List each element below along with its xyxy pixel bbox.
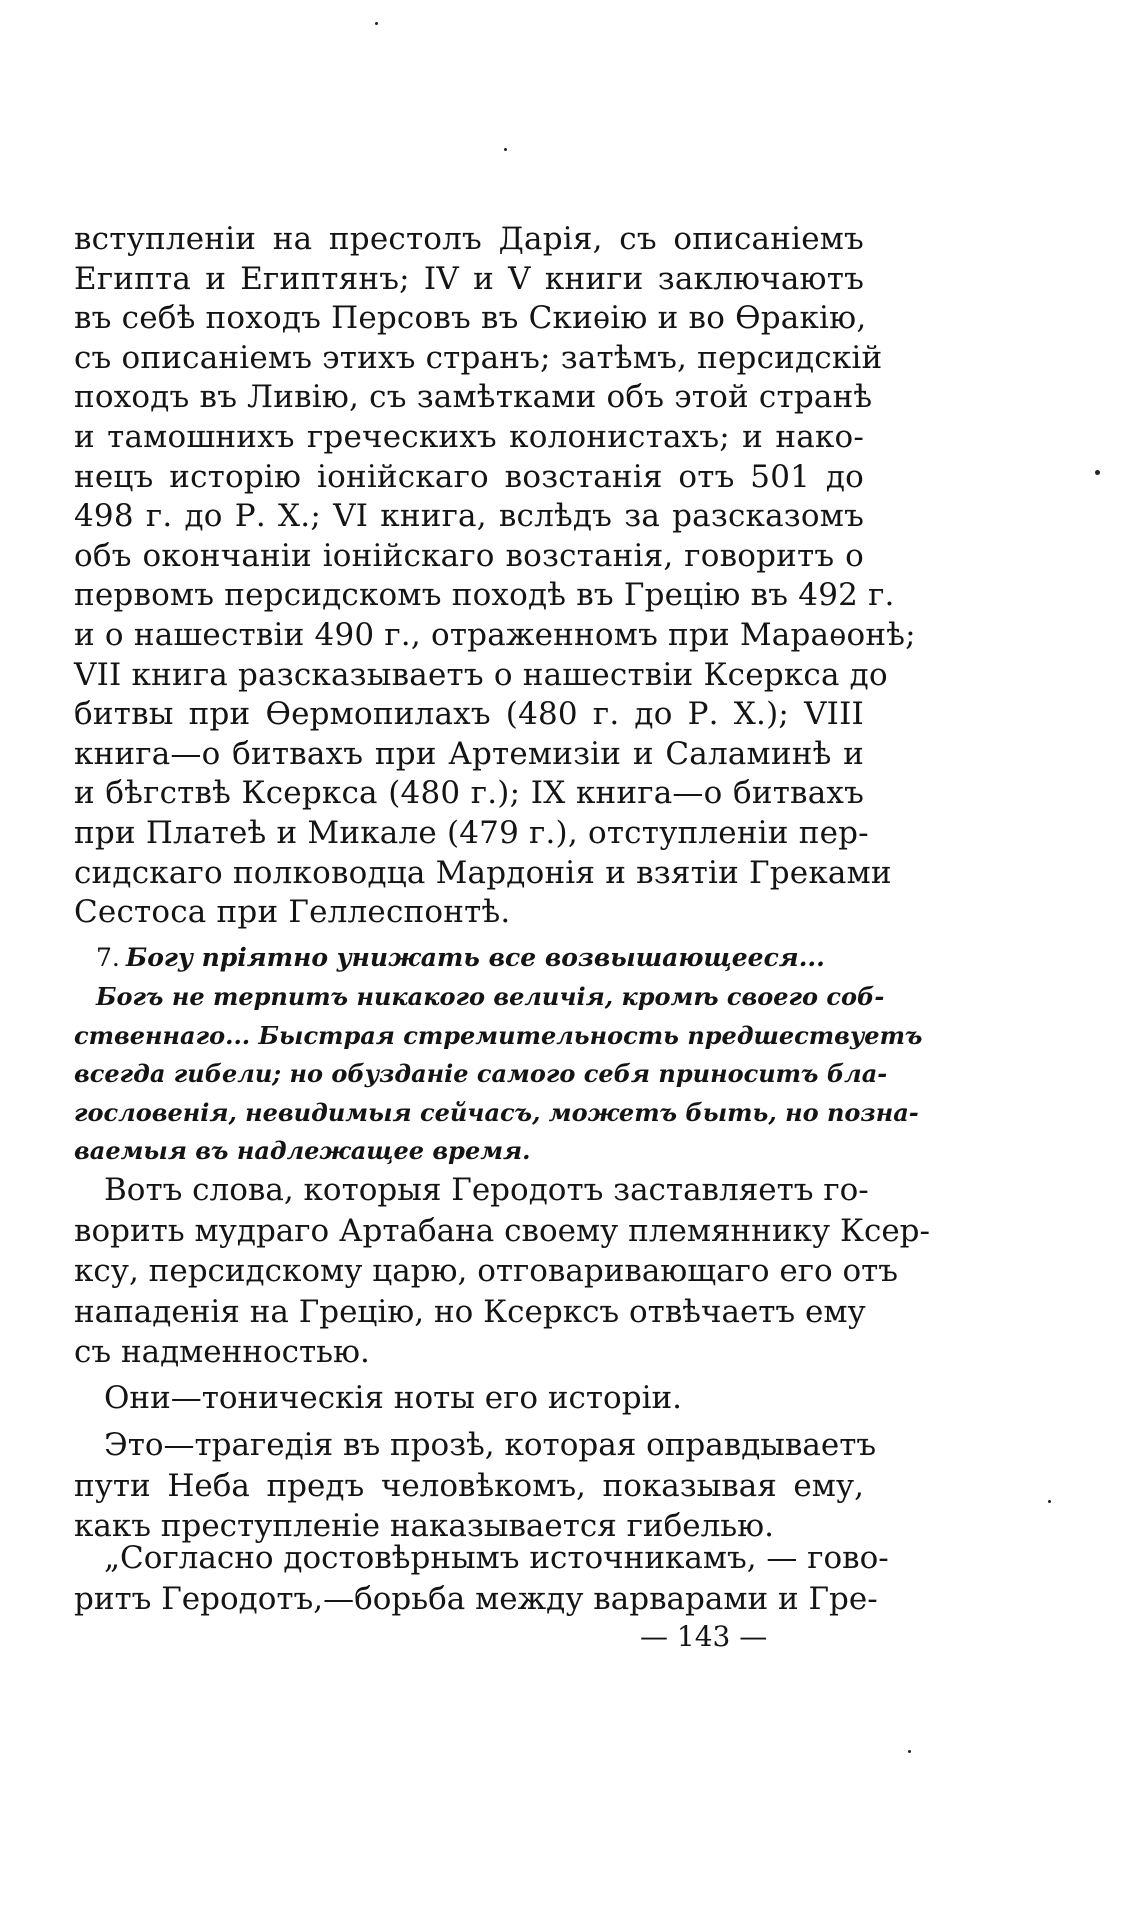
text-line: битвы при Ѳермопилахъ (480 г. до Р. Х.); VIII (74, 696, 864, 733)
ink-speck (504, 148, 507, 151)
paragraph-line: съ надменностью. (74, 1334, 370, 1370)
paragraph-tonic-notes (74, 1378, 864, 1419)
paragraph-line: ксу, персидскому царю, отговаривающаго его отъ (74, 1253, 898, 1289)
text-line: при Платеѣ и Микале (479 г.), отступленіи пер- (74, 814, 869, 851)
paragraph-line: Вотъ слова, которыя Геродотъ заставляетъ го- (104, 1172, 869, 1208)
ink-speck (1095, 470, 1100, 475)
text-line: въ себѣ походъ Персовъ въ Скиѳію и во Ѳракію, (74, 300, 867, 337)
text-line: первомъ персидскомъ походѣ въ Грецію въ 492 г. (74, 577, 895, 614)
note-line: гословенія, невидимыя сейчасъ, можетъ быть, но позна- (74, 1097, 919, 1127)
text-line: и тамошнихъ греческихъ колонистахъ; и нако- (74, 418, 864, 455)
text-line: и о нашествіи 490 г., отраженномъ при Мараѳонѣ; (74, 616, 916, 653)
paragraph-tragedy (74, 1425, 877, 1547)
paragraph-herodotus-quote (74, 1538, 889, 1619)
page-number: — 143 — (640, 1620, 768, 1653)
commentary-note (74, 938, 923, 1171)
paragraph-line: Это—трагедія въ прозѣ, которая оправдываетъ (104, 1427, 877, 1463)
paragraph-artaban (74, 1170, 930, 1373)
main-text (74, 220, 916, 933)
note-heading-text: Богу пріятно унижать все возвышающееся... (125, 943, 825, 972)
note-heading (74, 938, 864, 978)
text-line: книга—о битвахъ при Артемизіи и Саламинѣ и (74, 735, 864, 772)
text-line: Сестоса при Геллеспонтѣ. (74, 894, 511, 931)
ink-speck (908, 1750, 911, 1753)
note-number: 7. (96, 943, 120, 972)
text-line: объ окончаніи іонійскаго возстанія, говоритъ о (74, 537, 864, 574)
text-line: Египта и Египтянъ; IV и V книги заключаютъ (74, 260, 864, 297)
note-line: ваемыя въ надлежащее время. (74, 1136, 531, 1165)
text-line: нецъ исторію іонійскаго возстанія отъ 501 до (74, 458, 864, 495)
note-line: ственнаго... Быстрая стремительность предшествуетъ (74, 1020, 923, 1050)
text-line: вступленіи на престолъ Дарія, съ описаніемъ (74, 221, 864, 257)
paragraph-line: ритъ Геродотъ,—борьба между варварами и Гре- (74, 1580, 878, 1617)
text-line: съ описаніемъ этихъ странъ; затѣмъ, персидскій (74, 339, 883, 376)
ink-speck (1048, 1500, 1051, 1503)
paragraph-line: ворить мудраго Артабана своему племяннику Ксер- (74, 1212, 930, 1249)
paragraph-line: пути Неба предъ человѣкомъ, показывая ему, (74, 1467, 864, 1504)
ink-speck (375, 22, 378, 25)
paragraph-line: какъ преступленіе наказывается гибелью. (74, 1508, 774, 1544)
text-line: 498 г. до Р. Х.; VI книга, вслѣдъ за разсказомъ (74, 498, 864, 535)
text-line: VII книга разсказываетъ о нашествіи Ксеркса до (74, 656, 888, 693)
note-line: всегда гибели; но обузданіе самого себя приноситъ бла- (74, 1059, 888, 1088)
text-line: и бѣгствѣ Ксеркса (480 г.); IX книга—о битвахъ (74, 775, 864, 812)
note-line: Богъ не терпитъ никакого величія, кромѣ своего соб- (96, 982, 885, 1011)
paragraph-line: „Согласно достовѣрнымъ источникамъ, — гово- (104, 1540, 889, 1576)
text-line: походъ въ Ливію, съ замѣтками объ этой странѣ (74, 379, 873, 416)
paragraph-line: нападенія на Грецію, но Ксерксъ отвѣчаетъ ему (74, 1293, 866, 1330)
paragraph-line: Они—тоническія ноты его исторіи. (104, 1380, 682, 1416)
text-line: сидскаго полководца Мардонія и взятіи Греками (74, 854, 892, 891)
